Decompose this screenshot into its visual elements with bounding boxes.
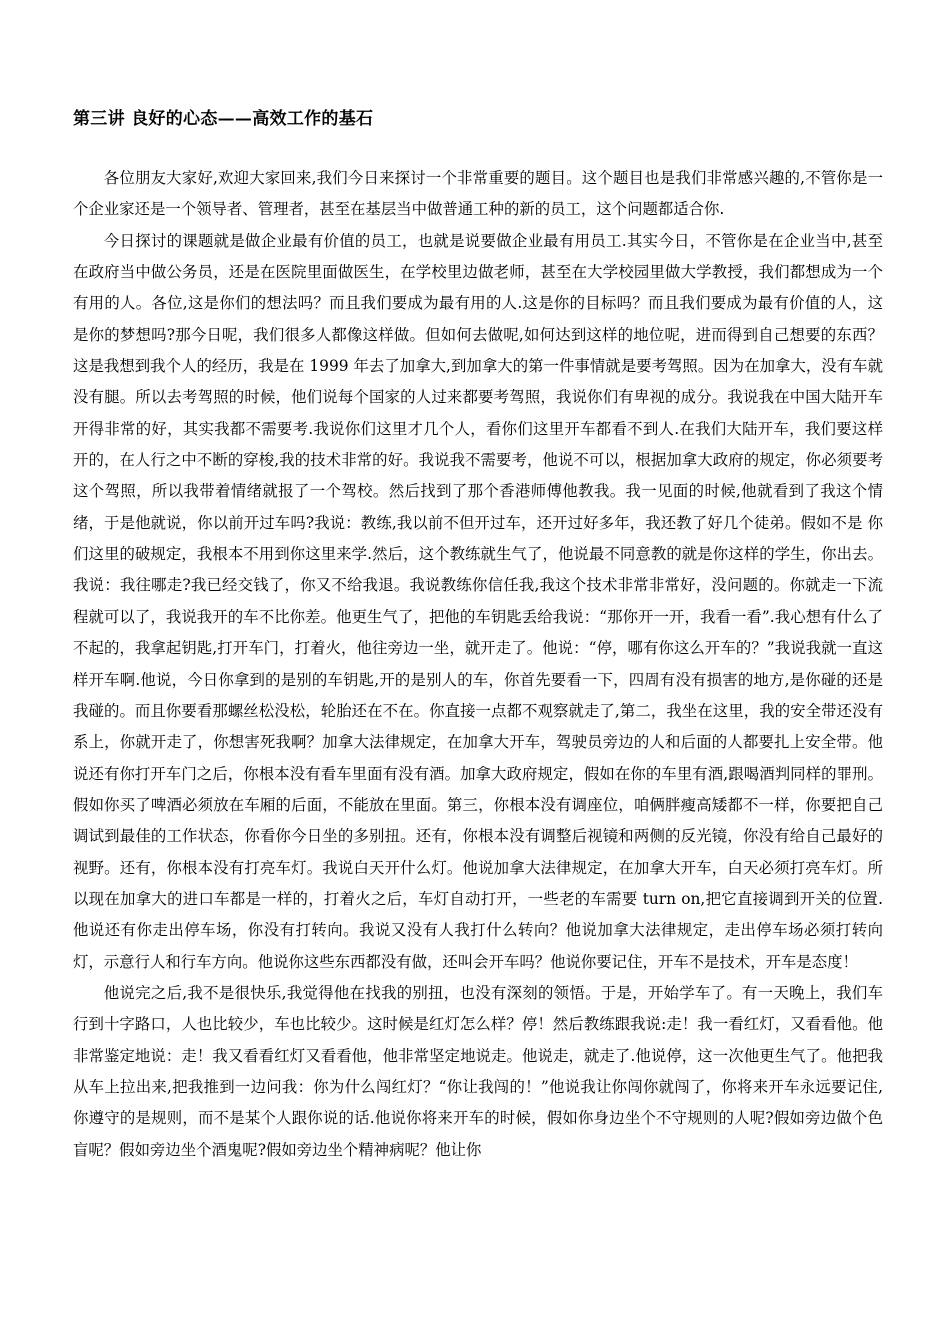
- document-body: [73, 163, 883, 1166]
- paragraph-driving-story: 今日探讨的课题就是做企业最有价值的员工，也就是说要做企业最有用员工.其实今日，不管你是在企业当中,甚至在政府当中做公务员，还是在医院里面做医生，在学校里边做老师，甚至在大学校园里做大学教授，我们都想成为一个有用的人。各位,这是你们的想法吗？而且我们要成为最有用的人.这是你的目标吗？而且我们要成为最有价值的人，这是你的梦想吗?那今日呢，我们很多人都像这样做。但如何去做呢,如何达到这样的地位呢，进而得到自己想要的东西？这是我想到我个人的经历，我是在 1999 年去了加拿大,到加拿大的第一件事情就是要考驾照。因为在加拿大，没有车就没有腿。所以去考驾照的时候，他们说每个国家的人过来都要考驾照，我说你们有卑视的成分。我说我在中国大陆开车开得非常的好，其实我都不需要考.我说你们这里才几个人，看你们这里开车都看不到人.在我们大陆开车，我们要这样开的，在人行之中不断的穿梭,我的技术非常的好。我说我不需要考，他说不可以，根据加拿大政府的规定，你必须要考这个驾照，所以我带着情绪就报了一个驾校。然后找到了那个香港师傅他教我。我一见面的时候,他就看到了我这个情绪，于是他就说，你以前开过车吗?我说：教练,我以前不但开过车，还开过好多年，我还教了好几个徒弟。假如不是 你们这里的破规定，我根本不用到你这里来学.然后，这个教练就生气了，他说最不同意教的就是你这样的学生，你出去。我说：我往哪走?我已经交钱了，你又不给我退。我说教练你信任我,我这个技术非常非常好，没问题的。你就走一下流程就可以了，我说我开的车不比你差。他更生气了，把他的车钥匙丢给我说：“那你开一开，我看一看”.我心想有什么了不起的，我拿起钥匙,打开车门，打着火，他往旁边一坐，就开走了。他说：“停，哪有你这么开车的？”我说我就一直这样开车啊.他说，今日你拿到的是别的车钥匙,开的是别人的车，你首先要看一下，四周有没有损害的地方,是你碰的还是我碰的。而且你要看那螺丝松没松，轮胎还在不在。你直接一点都不观察就走了,第二，我坐在这里，我的安全带还没有系上，你就开走了，你想害死我啊？加拿大法律规定，在加拿大开车，驾驶员旁边的人和后面的人都要扎上安全带。他说还有你打开车门之后，你根本没有看车里面有没有酒。加拿大政府规定，假如在你的车里有酒,跟喝酒判同样的罪刑。假如你买了啤酒必须放在车厢的后面，不能放在里面。第三，你根本没有调座位，咱俩胖瘦高矮都不一样，你要把自己调试到最佳的工作状态，你看你今日坐的多别扭。还有，你根本没有调整后视镜和两侧的反光镜，你没有给自己最好的视野。还有，你根本没有打亮车灯。我说白天开什么灯。他说加拿大法律规定，在加拿大开车，白天必须打亮车灯。所以现在加拿大的进口车都是一样的，打着火之后，车灯自动打开，一些老的车需要 turn on,把它直接调到开关的位置.他说还有你走出停车场，你没有打转向。我说又没有人我打什么转向？他说加拿大法律规定，走出停车场必须打转向灯，示意行人和行车方向。他说你这些东西都没有做，还叫会开车吗？他说你要记住，开车不是技术，开车是态度！: [73, 231, 883, 971]
- lecture-title: 第三讲 良好的心态——高效工作的基石: [73, 109, 374, 129]
- paragraph-intro: 各位朋友大家好,欢迎大家回来,我们今日来探讨一个非常重要的题目。这个题目也是我们非常感兴趣的,不管你是一个企业家还是一个领导者、管理者，甚至在基层当中做普通工种的新的员工，这个问题都适合你.: [73, 169, 883, 219]
- paragraph-red-light: 他说完之后,我不是很快乐,我觉得他在找我的别扭，也没有深刻的领悟。于是，开始学车了。有一天晚上，我们车行到十字路口，人也比较少，车也比较少。这时候是红灯怎么样？停！然后教练跟我说:走！我一看红灯，又看看他。他非常鉴定地说：走！我又看看红灯又看看他，他非常坚定地说走。他说走，就走了.他说停，这一次他更生气了。他把我从车上拉出来,把我推到一边问我：你为什么闯红灯？“你让我闯的！”他说我让你闯你就闯了，你将来开车永远要记住,你遵守的是规则，而不是某个人跟你说的话.他说你将来开车的时候，假如你身边坐个不守规则的人呢?假如旁边做个色盲呢？假如旁边坐个酒鬼呢?假如旁边坐个精神病呢？他让你: [73, 983, 883, 1159]
